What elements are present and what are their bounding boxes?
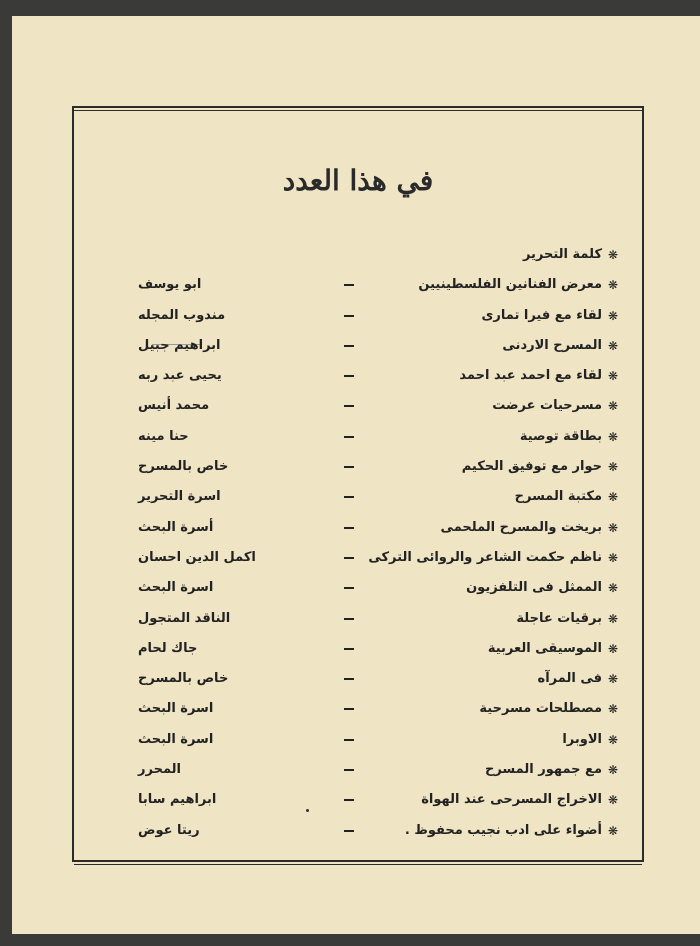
bullet-icon: ❋	[607, 763, 618, 778]
toc-entry	[76, 664, 636, 694]
toc-entry-author: اكمل الدين احسان	[138, 549, 256, 565]
toc-entry	[76, 694, 636, 724]
bullet-icon: ❋	[607, 399, 618, 414]
separator-dash	[344, 315, 354, 317]
bullet-icon: ❋	[607, 308, 618, 323]
separator-dash	[344, 708, 354, 710]
toc-entry-title: بطاقة توصية	[519, 428, 602, 444]
toc-entry-author: المحرر	[138, 762, 181, 778]
toc-entry	[76, 755, 636, 785]
toc-entry	[76, 634, 636, 664]
toc-entry-title: مصطلحات مسرحية	[479, 701, 602, 717]
bottom-double-rule	[74, 860, 642, 865]
toc-entry-title: الاوبرا	[562, 731, 602, 747]
separator-dash	[344, 284, 354, 286]
separator-dash	[344, 678, 354, 680]
toc-entry	[76, 513, 636, 543]
separator-dash	[344, 587, 354, 589]
bullet-icon: ❋	[607, 490, 618, 505]
top-double-rule	[74, 106, 642, 111]
toc-entry-title: مع جمهور المسرح	[484, 762, 602, 778]
separator-dash	[344, 496, 354, 498]
bullet-icon: ❋	[607, 338, 618, 353]
toc-entry-author: حنا مينه	[138, 428, 189, 444]
page-title: في هذا العدد	[282, 164, 434, 197]
toc-entry-title: فى المرآه	[537, 671, 602, 687]
bullet-icon: ❋	[607, 581, 618, 596]
bullet-icon: ❋	[607, 611, 618, 626]
toc-entry-title: ناظم حكمت الشاعر والروائى التركى	[368, 549, 602, 565]
separator-dash	[344, 557, 354, 559]
toc-entry-title: لقاء مع فيرا تمارى	[481, 307, 602, 323]
toc-entry-author: محمد أنيس	[138, 398, 210, 414]
toc-entry-title: حوار مع توفيق الحكيم	[461, 459, 602, 475]
toc-entry-title: أضواء على ادب نجيب محفوظ .	[404, 822, 602, 838]
table-of-contents	[76, 240, 636, 846]
bullet-icon: ❋	[607, 702, 618, 717]
toc-entry	[76, 604, 636, 634]
toc-entry	[76, 816, 636, 846]
toc-entry-author: اسرة البحث	[138, 580, 214, 596]
bullet-icon: ❋	[607, 248, 618, 262]
toc-entry	[76, 785, 636, 815]
bullet-icon: ❋	[607, 793, 618, 808]
toc-entry-author: اسرة التحرير	[138, 489, 221, 505]
bullet-icon: ❋	[607, 732, 618, 747]
toc-entry	[76, 391, 636, 421]
separator-dash	[344, 739, 354, 741]
toc-entry-title: الاخراج المسرحى عند الهواة	[421, 792, 602, 808]
separator-dash	[344, 405, 354, 407]
toc-entry	[76, 270, 636, 300]
toc-entry-author: الناقد المتجول	[138, 610, 231, 626]
separator-dash	[344, 830, 354, 832]
toc-entry-author: ابراهيم جبيل	[138, 337, 221, 353]
bullet-icon: ❋	[607, 369, 618, 384]
toc-entry-author: يحيى عبد ربه	[138, 368, 222, 384]
separator-dash	[344, 799, 354, 801]
bullet-icon: ❋	[607, 278, 618, 293]
toc-entry	[76, 422, 636, 452]
toc-entry-title: كلمة التحرير	[522, 247, 602, 262]
toc-entry	[76, 361, 636, 391]
toc-entry-title: بريخت والمسرح الملحمى	[440, 519, 602, 535]
toc-entry	[76, 482, 636, 512]
toc-entry-title: معرض الفنانين الفلسطينيين	[418, 277, 602, 293]
bullet-icon: ❋	[607, 823, 618, 838]
bullet-icon: ❋	[607, 550, 618, 565]
bullet-icon: ❋	[607, 520, 618, 535]
toc-entry-title: لقاء مع احمد عبد احمد	[459, 368, 602, 384]
toc-entry-author: ريتا عوض	[138, 822, 200, 838]
toc-entry	[76, 301, 636, 331]
toc-entry	[76, 240, 636, 270]
toc-entry-author: ابراهيم سابا	[138, 792, 217, 808]
toc-entry	[76, 725, 636, 755]
toc-entry	[76, 452, 636, 482]
separator-dash	[344, 466, 354, 468]
toc-entry-author: اسرة البحث	[138, 731, 214, 747]
bullet-icon: ❋	[607, 429, 618, 444]
separator-dash	[344, 527, 354, 529]
separator-dash	[344, 375, 354, 377]
toc-entry-title: مكتبة المسرح	[514, 489, 602, 505]
toc-entry-author: أسرة البحث	[138, 519, 214, 535]
toc-entry-author: اسرة البحث	[138, 701, 214, 717]
bullet-icon: ❋	[607, 641, 618, 656]
toc-entry-author: مندوب المجله	[138, 307, 226, 323]
toc-entry-author: جاك لحام	[138, 640, 198, 656]
toc-entry-author: ابو يوسف	[138, 277, 202, 293]
magazine-page	[12, 16, 700, 934]
toc-entry-title: الممثل فى التلفزيون	[466, 580, 602, 596]
toc-entry-author: خاص بالمسرح	[138, 671, 229, 687]
bullet-icon: ❋	[607, 672, 618, 687]
toc-entry-title: مسرحيات عرضت	[492, 398, 602, 414]
toc-entry	[76, 543, 636, 573]
toc-entry-title: برقيات عاجلة	[516, 610, 602, 626]
separator-dash	[344, 618, 354, 620]
bullet-icon: ❋	[607, 460, 618, 475]
toc-entry-author: خاص بالمسرح	[138, 459, 229, 475]
separator-dash	[344, 436, 354, 438]
toc-entry-title: الموسيقى العربية	[487, 640, 602, 656]
toc-entry-title: المسرح الاردنى	[502, 337, 602, 353]
separator-dash	[344, 648, 354, 650]
print-dot	[306, 809, 309, 812]
toc-entry	[76, 573, 636, 603]
separator-dash	[344, 769, 354, 771]
separator-dash	[344, 345, 354, 347]
toc-entry	[76, 331, 636, 361]
